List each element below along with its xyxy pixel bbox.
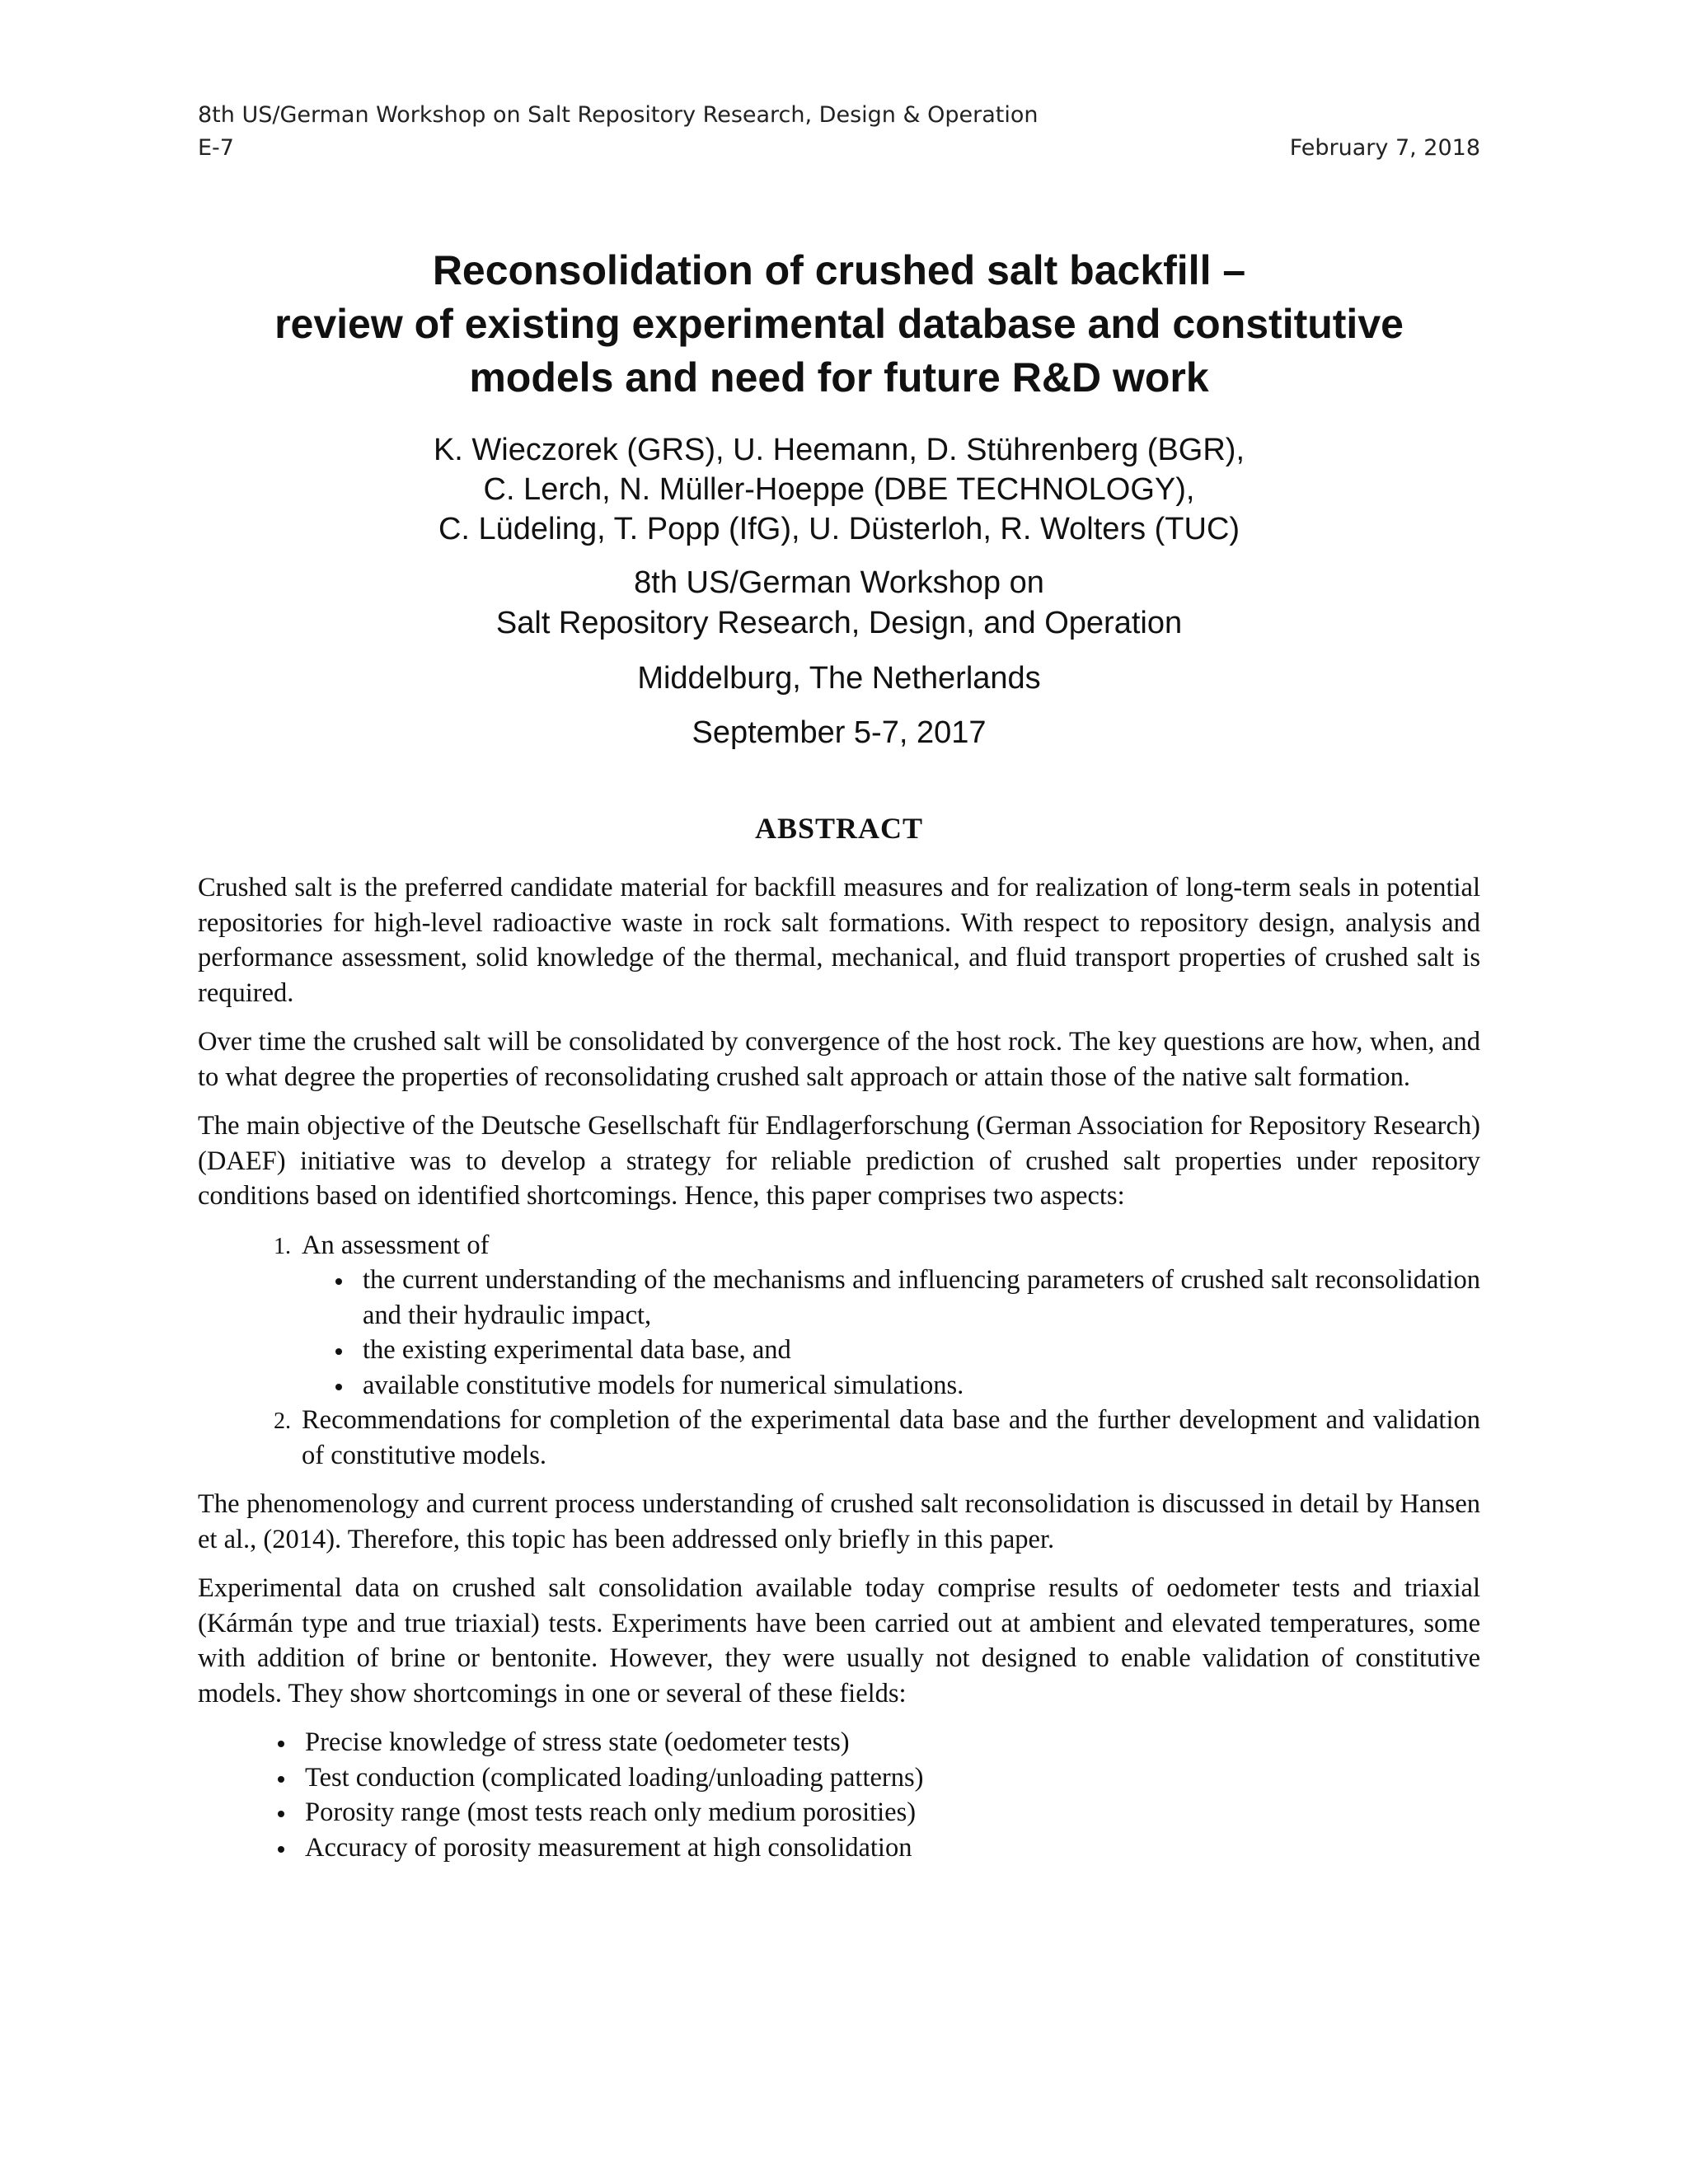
authors-line-1: K. Wieczorek (GRS), U. Heemann, D. Stührenberg (BGR),: [433, 433, 1245, 467]
running-header: [198, 99, 1480, 165]
aspects-list-item: [297, 1403, 1480, 1473]
author-list: [198, 430, 1480, 549]
abstract-paragraph-2: Over time the crushed salt will be consolidated by convergence of the host rock. The key questions are how, when, and to what degree the properties of reconsolidating crushed salt approach or attain those of the native salt formation.: [198, 1027, 1480, 1092]
aspects-list-item: [297, 1228, 1480, 1404]
list-item: • Test conduction (complicated loading/unloading patterns): [297, 1760, 1480, 1796]
list-item: • the existing experimental data base, and: [354, 1333, 1480, 1368]
list-item: • Porosity range (most tests reach only medium porosities): [297, 1795, 1480, 1830]
list-item: • the current understanding of the mechanisms and influencing parameters of crushed salt reconsolidation and their hydraulic impact,: [354, 1263, 1480, 1333]
workshop-dates: September 5-7, 2017: [692, 715, 987, 750]
authors-line-2: C. Lerch, N. Müller-Hoeppe (DBE TECHNOLOGY),: [483, 472, 1195, 507]
paper-title: [198, 244, 1480, 405]
abstract-paragraph-1: Crushed salt is the preferred candidate material for backfill measures and for realization of long-term seals in potential repositories for high-level radioactive waste in rock salt formations. With respect to repository design, analysis and performance assessment, solid knowledge of the thermal, mechanical, and fluid transport properties of crushed salt is required.: [198, 873, 1480, 1008]
abstract-heading: ABSTRACT: [754, 812, 924, 845]
header-workshop-line: 8th US/German Workshop on Salt Repository Research, Design & Operation: [198, 102, 1039, 128]
list-item: • Accuracy of porosity measurement at high consolidation: [297, 1830, 1480, 1866]
aspects-item-1-text: An assessment of: [302, 1230, 490, 1260]
authors-line-3: C. Lüdeling, T. Popp (IfG), U. Düsterloh, R. Wolters (TUC): [438, 512, 1240, 546]
shortcomings-list: [198, 1725, 1480, 1865]
aspects-list: [198, 1228, 1480, 1474]
abstract-body: [198, 870, 1480, 1865]
workshop-location: Middelburg, The Netherlands: [637, 661, 1041, 696]
title-line-2: review of existing experimental database and constitutive: [274, 301, 1404, 347]
list-item: • available constitutive models for numerical simulations.: [354, 1368, 1480, 1404]
abstract-paragraph-3: The main objective of the Deutsche Gesellschaft für Endlagerforschung (German Association for Repository Research) (DAEF) initiative was to develop a strategy for reliable prediction of crushed salt properties under repository conditions based on identified shortcomings. Hence, this paper comprises two aspects:: [198, 1111, 1480, 1211]
workshop-name: [198, 563, 1480, 644]
title-line-3: models and need for future R&D work: [469, 354, 1209, 401]
header-date: February 7, 2018: [1289, 135, 1480, 161]
abstract-paragraph-4: The phenomenology and current process understanding of crushed salt reconsolidation is discussed in detail by Hansen et al., (2014). Therefore, this topic has been addressed only briefly in this paper.: [198, 1489, 1480, 1554]
title-line-1: Reconsolidation of crushed salt backfill –: [432, 247, 1246, 293]
header-document-code: E-7: [198, 135, 234, 161]
assessment-bullets: [302, 1263, 1480, 1403]
aspects-item-2-text: Recommendations for completion of the experimental data base and the further development and validation of constitutive models.: [302, 1405, 1480, 1470]
abstract-paragraph-5: Experimental data on crushed salt consolidation available today comprise results of oedometer tests and triaxial (Kármán type and true triaxial) tests. Experiments have been carried out at ambient and elevated temperatures, some with addition of brine or bentonite. However, they were usually not designed to enable validation of constitutive models. They show shortcomings in one or several of these fields:: [198, 1573, 1480, 1708]
workshop-line-2: Salt Repository Research, Design, and Operation: [495, 606, 1183, 640]
list-item: • Precise knowledge of stress state (oedometer tests): [297, 1725, 1480, 1760]
workshop-line-1: 8th US/German Workshop on: [634, 565, 1044, 600]
